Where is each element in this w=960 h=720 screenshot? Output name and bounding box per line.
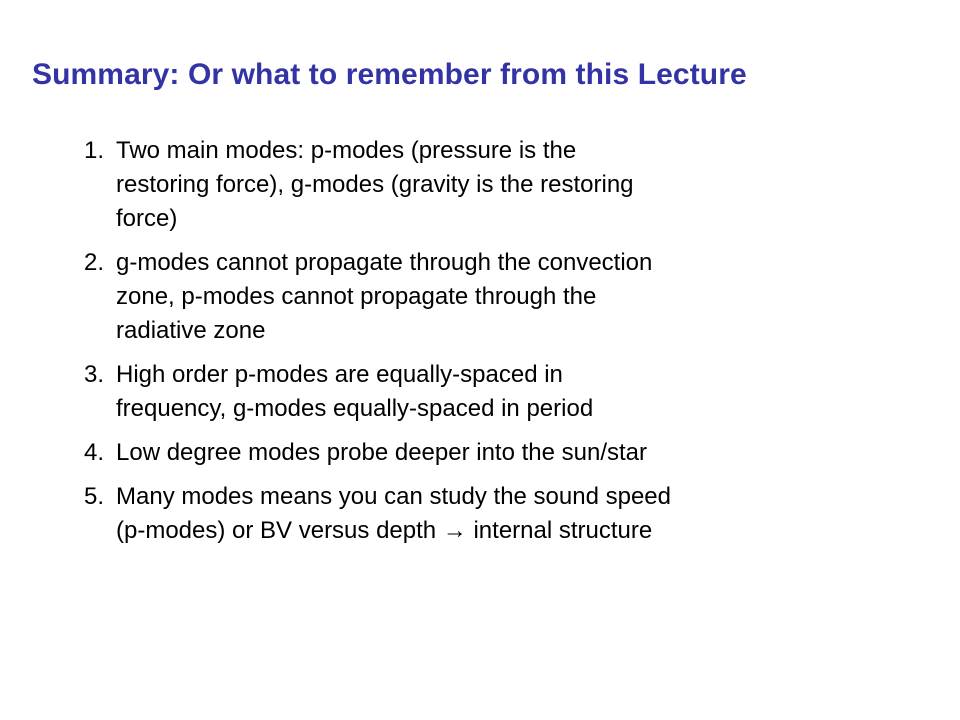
item-line: Two main modes: p-modes (pressure is the — [116, 137, 577, 164]
item-line: zone, p-modes cannot propagate through the — [116, 283, 597, 310]
summary-item-4 — [84, 436, 884, 470]
item-line: force) — [116, 205, 178, 232]
item-line: radiative zone — [116, 317, 266, 344]
item-line: restoring force), g-modes (gravity is the restoring — [116, 171, 634, 198]
summary-item-2 — [84, 246, 884, 348]
item-line: High order p-modes are equally-spaced in — [116, 361, 563, 388]
item-line: g-modes cannot propagate through the convection — [116, 249, 653, 276]
item-number: 4. — [84, 439, 105, 466]
item-line: frequency, g-modes equally-spaced in period — [116, 395, 594, 422]
summary-list — [84, 134, 884, 558]
item-line: (p-modes) or BV versus depth → internal structure — [116, 517, 653, 544]
item-line: Many modes means you can study the sound speed — [116, 483, 671, 510]
item-number: 3. — [84, 361, 105, 388]
item-number: 2. — [84, 249, 105, 276]
item-number: 5. — [84, 483, 105, 510]
item-line: Low degree modes probe deeper into the sun/star — [116, 439, 648, 466]
slide-title: Summary: Or what to remember from this Lecture — [32, 58, 747, 91]
item-number: 1. — [84, 137, 105, 164]
summary-item-1 — [84, 134, 884, 236]
summary-item-5 — [84, 480, 884, 548]
summary-item-3 — [84, 358, 884, 426]
